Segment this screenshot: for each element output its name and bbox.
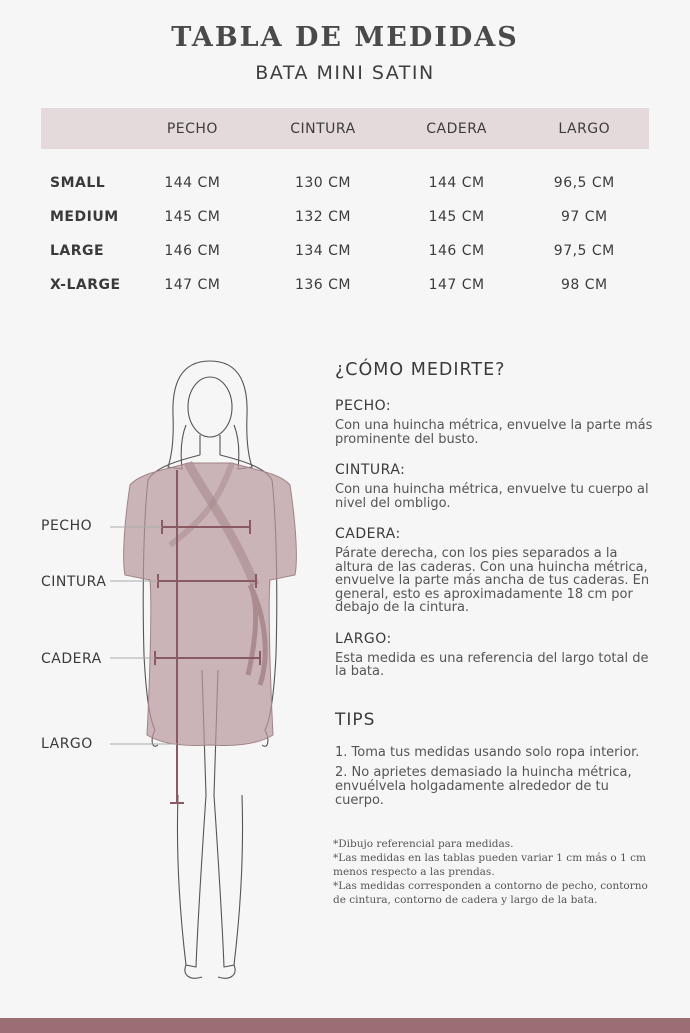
largo-cell: 97 CM: [560, 209, 608, 225]
section-heading-cadera: CADERA:: [335, 526, 401, 542]
cintura-cell: 136 CM: [294, 277, 351, 293]
cintura-cell: 134 CM: [294, 243, 351, 259]
section-text-cintura: Con una huincha métrica, envuelve tu cuerpo al nivel del ombligo.: [335, 482, 649, 511]
cadera-cell: 147 CM: [428, 277, 485, 293]
cintura-cell: 130 CM: [294, 175, 351, 191]
tip-item: 2. No aprietes demasiado la huincha métrica, envuélvela holgadamente alrededor de tu cuerpo.: [335, 765, 632, 808]
tip-item: 1. Toma tus medidas usando solo ropa interior.: [335, 745, 640, 760]
column-header-cadera: CADERA: [426, 120, 487, 137]
column-header-size: [41, 108, 133, 149]
section-heading-cintura: CINTURA:: [335, 462, 406, 478]
column-header-cintura: CINTURA: [290, 120, 356, 137]
size-table: [41, 108, 649, 302]
footnote: *Las medidas en las tablas pueden variar 1 cm más o 1 cm menos respecto a las prendas.: [333, 852, 646, 878]
section-heading-largo: LARGO:: [335, 630, 392, 647]
page-subtitle: BATA MINI SATIN: [255, 62, 435, 84]
tips-title: TIPS: [335, 710, 376, 730]
how-to-title: ¿CÓMO MEDIRTE?: [335, 360, 506, 380]
section-heading-pecho: PECHO:: [335, 398, 392, 414]
cintura-cell: 132 CM: [294, 209, 351, 225]
tips-list: [335, 746, 655, 814]
section-text-largo: Esta medida es una referencia del largo total de la bata.: [335, 650, 649, 679]
pecho-cell: 144 CM: [164, 175, 221, 191]
cadera-cell: 145 CM: [428, 209, 485, 225]
cadera-cell: 144 CM: [428, 175, 485, 191]
pecho-cell: 147 CM: [164, 277, 221, 293]
table-row: [41, 234, 649, 268]
body-figure-illustration: [110, 355, 310, 995]
cadera-label: CADERA: [41, 651, 102, 667]
table-row: [41, 200, 649, 234]
table-header-row: [41, 108, 649, 149]
table-row: [41, 149, 649, 200]
largo-label: LARGO: [41, 736, 93, 752]
pecho-cell: 146 CM: [164, 243, 221, 259]
footnotes: [333, 837, 653, 907]
cintura-label: CINTURA: [41, 574, 107, 590]
robe-shape: [124, 463, 297, 746]
size-name: LARGE: [50, 243, 105, 259]
size-name: SMALL: [50, 175, 106, 191]
size-name: MEDIUM: [50, 209, 119, 225]
section-text-pecho: Con una huincha métrica, envuelve la parte más prominente del busto.: [335, 418, 653, 447]
footnote: *Dibujo referencial para medidas.: [333, 838, 514, 850]
page-title: TABLA DE MEDIDAS: [171, 22, 519, 53]
largo-cell: 97,5 CM: [553, 243, 615, 259]
column-header-largo: LARGO: [558, 120, 611, 137]
section-text-cadera: Párate derecha, con los pies separados a la altura de las caderas. Con una huincha métrica, envuelve la parte más ancha de tus caderas. En general, esto es aproximadamente 18 cm por debajo de la cintura.: [335, 546, 650, 615]
pecho-label: PECHO: [41, 518, 93, 534]
footer-bar: [0, 1018, 690, 1033]
column-header-pecho: PECHO: [166, 120, 218, 137]
largo-cell: 98 CM: [560, 277, 608, 293]
how-to-measure: [335, 360, 655, 695]
pecho-cell: 145 CM: [164, 209, 221, 225]
cadera-cell: 146 CM: [428, 243, 485, 259]
largo-cell: 96,5 CM: [553, 175, 615, 191]
table-row: [41, 268, 649, 302]
footnote: *Las medidas corresponden a contorno de pecho, contorno de cintura, contorno de cadera y largo de la bata.: [333, 880, 648, 906]
size-name: X-LARGE: [50, 277, 121, 293]
